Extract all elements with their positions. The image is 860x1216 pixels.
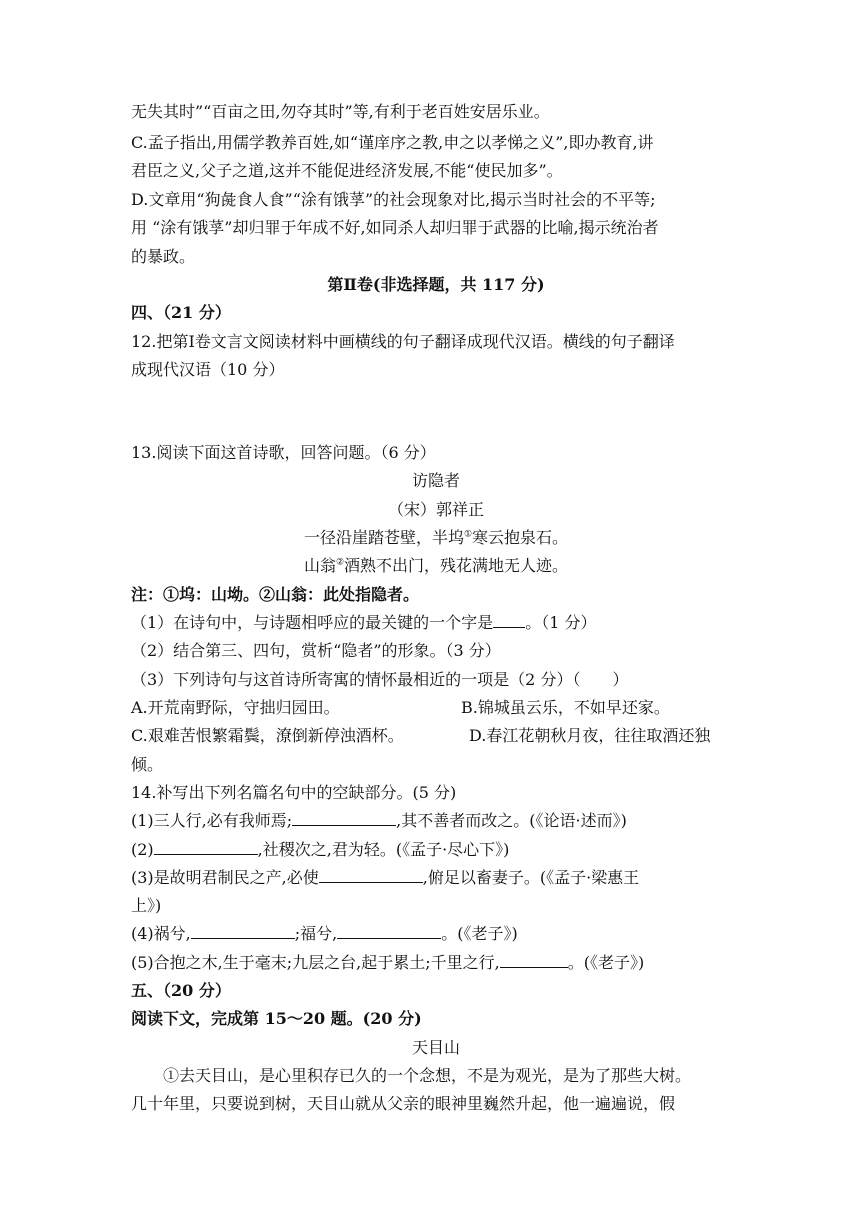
answer-blank[interactable] bbox=[500, 950, 568, 968]
poem-line-2-b: 酒熟不出门，残花满地无人迹。 bbox=[344, 556, 569, 575]
answer-blank[interactable] bbox=[154, 837, 258, 855]
answer-blank[interactable] bbox=[337, 921, 441, 939]
reading-instruction: 阅读下文，完成第 15～20 题。(20 分) bbox=[131, 1009, 422, 1028]
choice-d-continued: 倾。 bbox=[131, 755, 164, 774]
question-14-4-c: 。(《老子》) bbox=[441, 924, 518, 943]
question-14-1-b: ,其不善者而改之。(《论语·述而》) bbox=[396, 811, 627, 830]
question-13-2: （2）结合第三、四句，赏析“隐者”的形象。（3 分） bbox=[131, 641, 501, 660]
question-14: 14.补写出下列名篇名句中的空缺部分。(5 分) bbox=[131, 783, 457, 802]
question-14-5-a: (5)合抱之木,生于毫末;九层之台,起于累土;千里之行, bbox=[131, 953, 500, 972]
poem-line-1-b: 寒云抱泉石。 bbox=[472, 528, 569, 547]
passage-paragraph-1-line-1: ①去天目山，是心里积存已久的一个念想，不是为观光，是为了那些大树。 bbox=[163, 1066, 692, 1085]
question-12-line-1: 12.把第Ⅰ卷文言文阅读材料中画横线的句子翻译成现代汉语。横线的句子翻译 bbox=[131, 332, 675, 351]
question-14-3 bbox=[131, 864, 741, 892]
section-five-heading: 五、（20 分） bbox=[131, 981, 231, 1000]
answer-blank[interactable] bbox=[319, 865, 423, 883]
choice-row-cd bbox=[131, 722, 741, 750]
answer-blank[interactable] bbox=[493, 610, 525, 628]
question-14-1-a: (1)三人行,必有我师焉; bbox=[131, 811, 293, 830]
answer-blank[interactable] bbox=[292, 808, 396, 826]
question-13-1 bbox=[131, 609, 741, 637]
option-d-line-3: 的暴政。 bbox=[131, 247, 196, 266]
poem-line-2 bbox=[131, 552, 741, 580]
question-14-1 bbox=[131, 807, 741, 835]
question-14-3-continued: 上》) bbox=[131, 896, 162, 915]
question-14-3-a: (3)是故明君制民之产,必使 bbox=[131, 868, 319, 887]
poem-line-1-a: 一径沿崖踏苍壁，半坞 bbox=[303, 528, 464, 547]
choice-d: D.春江花朝秋月夜，往往取酒还独 bbox=[469, 726, 711, 745]
text-line: 无失其时”“百亩之田,勿夺其时”等,有利于老百姓安居乐业。 bbox=[131, 102, 550, 121]
choice-c: C.艰难苦恨繁霜鬓，潦倒新停浊酒杯。 bbox=[131, 726, 404, 745]
answer-blank[interactable] bbox=[191, 921, 295, 939]
question-14-2-a: (2) bbox=[131, 840, 154, 859]
question-13-1-text: （1）在诗句中，与诗题相呼应的最关键的一个字是 bbox=[131, 613, 494, 632]
question-12-line-2: 成现代汉语（10 分） bbox=[131, 360, 285, 379]
choice-a: A.开荒南野际，守拙归园田。 bbox=[131, 698, 340, 717]
question-14-5 bbox=[131, 949, 741, 977]
footnote-marker-1: ① bbox=[463, 529, 473, 540]
passage-title: 天目山 bbox=[411, 1038, 460, 1057]
question-13-1-score: 。（1 分） bbox=[525, 613, 597, 632]
question-14-2 bbox=[131, 836, 741, 864]
poem-author: （宋）郭祥正 bbox=[387, 500, 484, 519]
option-c-line-2: 君臣之义,父子之道,这并不能促进经济发展,不能“使民加多”。 bbox=[131, 161, 563, 180]
question-14-2-b: ,社稷次之,君为轻。(《孟子·尽心下》) bbox=[257, 840, 510, 859]
passage-paragraph-1-line-2: 几十年里，只要说到树，天目山就从父亲的眼神里巍然升起，他一遍遍说，假 bbox=[131, 1094, 676, 1113]
option-c-line-1: C.孟子指出,用儒学教养百姓,如“谨庠序之教,申之以孝悌之义”,即办教育,讲 bbox=[131, 133, 654, 152]
poem-notes: 注：①坞：山坳。②山翁：此处指隐者。 bbox=[131, 585, 420, 604]
section-four-heading: 四、（21 分） bbox=[131, 303, 231, 322]
question-13-3: （3）下列诗句与这首诗所寄寓的情怀最相近的一项是（2 分）（ ） bbox=[131, 670, 629, 689]
question-14-5-b: 。(《老子》) bbox=[567, 953, 645, 972]
choice-row-ab bbox=[131, 694, 741, 722]
footnote-marker-2: ② bbox=[335, 557, 345, 568]
option-d-line-1: D.文章用“狗彘食人食”“涂有饿莩”的社会现象对比,揭示当时社会的不平等; bbox=[131, 190, 656, 209]
poem-title: 访隐者 bbox=[411, 471, 460, 490]
question-14-3-b: ,俯足以畜妻子。(《孟子·梁惠王 bbox=[422, 868, 640, 887]
option-d-line-2: 用 “涂有饿莩”却归罪于年成不好,如同杀人却归罪于武器的比喻,揭示统治者 bbox=[131, 218, 659, 237]
question-13: 13.阅读下面这首诗歌，回答问题。（6 分） bbox=[131, 443, 436, 462]
question-14-4 bbox=[131, 920, 741, 948]
poem-line-1 bbox=[131, 524, 741, 552]
choice-b: B.锦城虽云乐，不如早还家。 bbox=[461, 698, 670, 717]
poem-line-2-a: 山翁 bbox=[303, 556, 336, 575]
part-two-heading: 第Ⅱ卷(非选择题，共 117 分) bbox=[327, 275, 545, 294]
question-14-4-a: (4)祸兮, bbox=[131, 924, 191, 943]
question-14-4-b: ;福兮, bbox=[294, 924, 338, 943]
